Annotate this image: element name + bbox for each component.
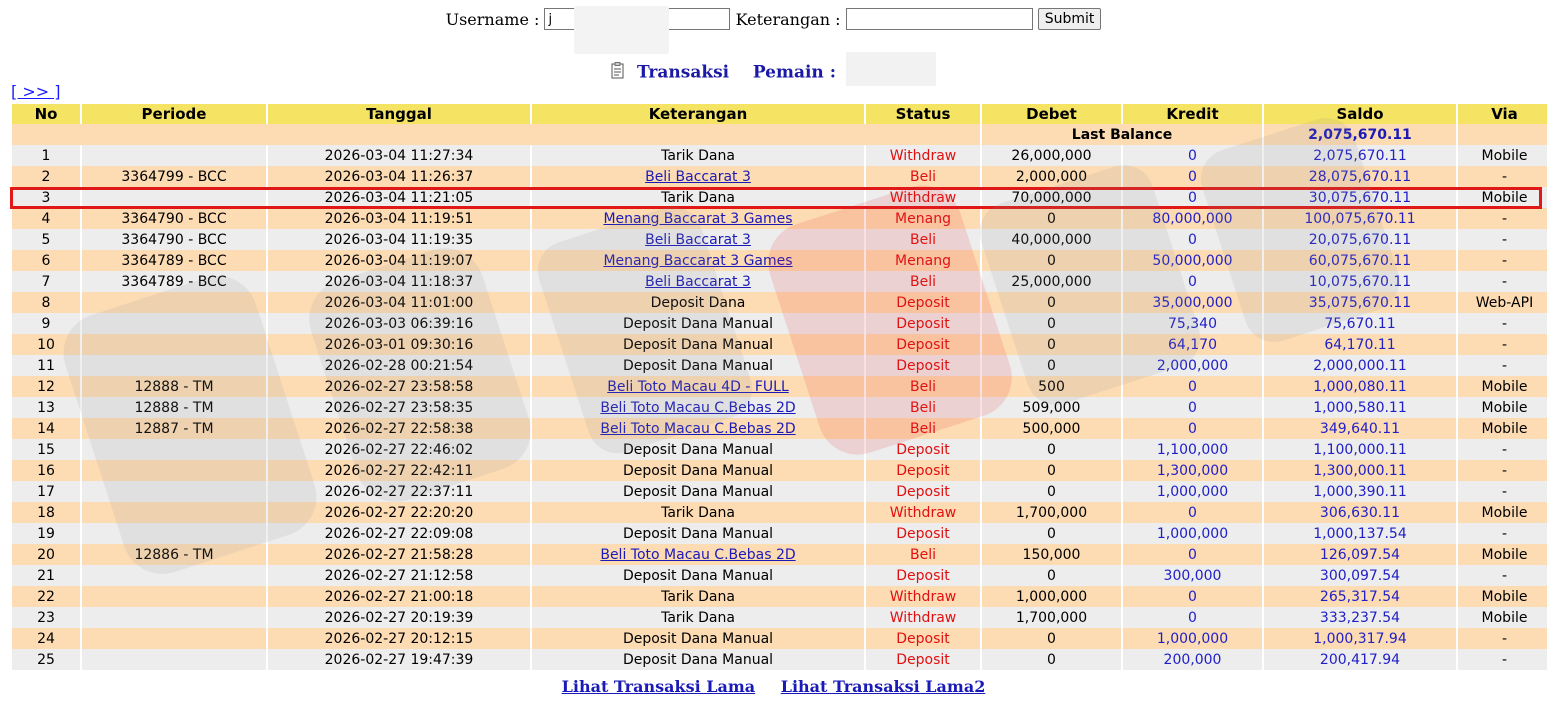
cell-via: - <box>1458 229 1547 250</box>
cell-no: 5 <box>12 229 80 250</box>
col-tanggal: Tanggal <box>268 104 530 124</box>
keterangan-link[interactable]: Beli Toto Macau C.Bebas 2D <box>600 546 796 563</box>
cell-periode <box>82 313 266 334</box>
cell-kredit: 1,000,000 <box>1123 628 1262 649</box>
table-row <box>12 418 1547 439</box>
cell-kredit: 0 <box>1123 376 1262 397</box>
cell-via: Mobile <box>1458 502 1547 523</box>
cell-keterangan: Deposit Dana Manual <box>532 628 864 649</box>
cell-keterangan: Deposit Dana Manual <box>532 355 864 376</box>
cell-status: Beli <box>866 271 980 292</box>
cell-no: 24 <box>12 628 80 649</box>
cell-saldo: 35,075,670.11 <box>1264 292 1456 313</box>
cell-saldo: 126,097.54 <box>1264 544 1456 565</box>
cell-status: Withdraw <box>866 187 980 208</box>
username-label: Username : <box>445 9 540 29</box>
cell-kredit: 2,000,000 <box>1123 355 1262 376</box>
cell-keterangan <box>532 271 864 292</box>
cell-saldo: 1,000,317.94 <box>1264 628 1456 649</box>
cell-no: 11 <box>12 355 80 376</box>
cell-kredit: 0 <box>1123 502 1262 523</box>
redacted-username-blur <box>574 6 669 54</box>
cell-debet: 40,000,000 <box>982 229 1121 250</box>
cell-status: Deposit <box>866 649 980 670</box>
cell-kredit: 0 <box>1123 544 1262 565</box>
cell-via: - <box>1458 208 1547 229</box>
cell-via: - <box>1458 250 1547 271</box>
table-row <box>12 208 1547 229</box>
cell-debet: 0 <box>982 460 1121 481</box>
keterangan-link[interactable]: Menang Baccarat 3 Games <box>603 210 793 227</box>
cell-keterangan: Deposit Dana Manual <box>532 313 864 334</box>
cell-keterangan: Deposit Dana <box>532 292 864 313</box>
cell-kredit: 64,170 <box>1123 334 1262 355</box>
cell-no: 25 <box>12 649 80 670</box>
cell-kredit: 1,100,000 <box>1123 439 1262 460</box>
cell-no: 22 <box>12 586 80 607</box>
cell-debet: 0 <box>982 481 1121 502</box>
table-row <box>12 523 1547 544</box>
cell-periode: 12888 - TM <box>82 376 266 397</box>
cell-tanggal: 2026-03-04 11:19:35 <box>268 229 530 250</box>
cell-periode <box>82 502 266 523</box>
cell-debet: 0 <box>982 313 1121 334</box>
cell-saldo: 28,075,670.11 <box>1264 166 1456 187</box>
cell-periode <box>82 145 266 166</box>
cell-debet: 1,700,000 <box>982 502 1121 523</box>
col-status: Status <box>866 104 980 124</box>
cell-kredit: 300,000 <box>1123 565 1262 586</box>
cell-debet: 0 <box>982 208 1121 229</box>
cell-debet: 0 <box>982 292 1121 313</box>
cell-kredit: 0 <box>1123 607 1262 628</box>
cell-status: Beli <box>866 376 980 397</box>
cell-debet: 150,000 <box>982 544 1121 565</box>
cell-debet: 0 <box>982 523 1121 544</box>
table-row <box>12 565 1547 586</box>
cell-periode <box>82 628 266 649</box>
col-periode: Periode <box>82 104 266 124</box>
col-kredit: Kredit <box>1123 104 1262 124</box>
cell-status: Menang <box>866 250 980 271</box>
cell-saldo: 2,075,670.11 <box>1264 145 1456 166</box>
cell-via: - <box>1458 460 1547 481</box>
cell-periode <box>82 334 266 355</box>
cell-via: - <box>1458 439 1547 460</box>
cell-debet: 1,700,000 <box>982 607 1121 628</box>
cell-keterangan: Deposit Dana Manual <box>532 460 864 481</box>
cell-saldo: 75,670.11 <box>1264 313 1456 334</box>
cell-periode <box>82 586 266 607</box>
cell-saldo: 265,317.54 <box>1264 586 1456 607</box>
cell-debet: 0 <box>982 334 1121 355</box>
cell-via: - <box>1458 271 1547 292</box>
table-row <box>12 502 1547 523</box>
search-form <box>0 8 1547 36</box>
cell-status: Beli <box>866 166 980 187</box>
cell-via: - <box>1458 649 1547 670</box>
cell-status: Menang <box>866 208 980 229</box>
cell-periode <box>82 649 266 670</box>
cell-saldo: 20,075,670.11 <box>1264 229 1456 250</box>
cell-status: Withdraw <box>866 586 980 607</box>
cell-saldo: 306,630.11 <box>1264 502 1456 523</box>
cell-kredit: 0 <box>1123 229 1262 250</box>
col-saldo: Saldo <box>1264 104 1456 124</box>
cell-tanggal: 2026-02-27 22:09:08 <box>268 523 530 544</box>
cell-saldo: 2,000,000.11 <box>1264 355 1456 376</box>
cell-debet: 2,000,000 <box>982 166 1121 187</box>
cell-periode <box>82 355 266 376</box>
cell-status: Deposit <box>866 292 980 313</box>
cell-debet: 0 <box>982 439 1121 460</box>
cell-no: 2 <box>12 166 80 187</box>
cell-via: - <box>1458 334 1547 355</box>
cell-no: 4 <box>12 208 80 229</box>
next-page-link[interactable]: [ >> ] <box>11 82 61 101</box>
cell-status: Withdraw <box>866 607 980 628</box>
cell-status: Beli <box>866 544 980 565</box>
document-icon <box>611 62 625 79</box>
cell-kredit: 1,000,000 <box>1123 523 1262 544</box>
cell-no: 7 <box>12 271 80 292</box>
keterangan-link[interactable]: Menang Baccarat 3 Games <box>603 252 793 269</box>
cell-saldo: 349,640.11 <box>1264 418 1456 439</box>
cell-keterangan: Deposit Dana Manual <box>532 565 864 586</box>
table-row <box>12 586 1547 607</box>
cell-keterangan: Tarik Dana <box>532 586 864 607</box>
cell-status: Deposit <box>866 334 980 355</box>
table-row <box>12 313 1547 334</box>
cell-tanggal: 2026-03-03 06:39:16 <box>268 313 530 334</box>
cell-no: 20 <box>12 544 80 565</box>
cell-periode: 3364790 - BCC <box>82 208 266 229</box>
cell-no: 17 <box>12 481 80 502</box>
cell-status: Deposit <box>866 565 980 586</box>
cell-kredit: 80,000,000 <box>1123 208 1262 229</box>
cell-tanggal: 2026-02-27 22:42:11 <box>268 460 530 481</box>
cell-via: - <box>1458 313 1547 334</box>
cell-periode <box>82 565 266 586</box>
table-row <box>12 166 1547 187</box>
cell-kredit: 50,000,000 <box>1123 250 1262 271</box>
table-row <box>12 607 1547 628</box>
col-keterangan: Keterangan <box>532 104 864 124</box>
cell-keterangan <box>532 229 864 250</box>
cell-keterangan <box>532 208 864 229</box>
cell-keterangan <box>532 544 864 565</box>
cell-status: Deposit <box>866 481 980 502</box>
cell-periode: 12886 - TM <box>82 544 266 565</box>
cell-no: 13 <box>12 397 80 418</box>
cell-periode <box>82 481 266 502</box>
cell-periode <box>82 187 266 208</box>
cell-keterangan <box>532 250 864 271</box>
cell-kredit: 0 <box>1123 166 1262 187</box>
cell-tanggal: 2026-03-04 11:21:05 <box>268 187 530 208</box>
cell-periode: 3364790 - BCC <box>82 229 266 250</box>
cell-via: - <box>1458 481 1547 502</box>
table-row <box>12 439 1547 460</box>
table-header-row <box>12 104 1547 124</box>
cell-tanggal: 2026-02-27 23:58:58 <box>268 376 530 397</box>
page-title <box>0 56 1547 90</box>
keterangan-link[interactable]: Beli Baccarat 3 <box>645 273 751 290</box>
cell-saldo: 60,075,670.11 <box>1264 250 1456 271</box>
redacted-pemain-blur <box>846 52 936 86</box>
cell-keterangan: Deposit Dana Manual <box>532 523 864 544</box>
cell-no: 8 <box>12 292 80 313</box>
cell-tanggal: 2026-02-27 22:46:02 <box>268 439 530 460</box>
cell-no: 3 <box>12 187 80 208</box>
cell-tanggal: 2026-02-27 22:20:20 <box>268 502 530 523</box>
cell-saldo: 333,237.54 <box>1264 607 1456 628</box>
cell-via: Mobile <box>1458 544 1547 565</box>
cell-periode <box>82 607 266 628</box>
cell-no: 1 <box>12 145 80 166</box>
lihat-transaksi-lama2-link[interactable]: Lihat Transaksi Lama2 <box>780 677 986 696</box>
cell-tanggal: 2026-02-27 21:12:58 <box>268 565 530 586</box>
keterangan-link[interactable]: Beli Toto Macau 4D - FULL <box>607 378 789 395</box>
cell-no: 16 <box>12 460 80 481</box>
cell-kredit: 0 <box>1123 271 1262 292</box>
last-balance-row <box>12 124 1547 145</box>
cell-tanggal: 2026-02-28 00:21:54 <box>268 355 530 376</box>
cell-periode <box>82 292 266 313</box>
cell-keterangan <box>532 166 864 187</box>
cell-no: 15 <box>12 439 80 460</box>
cell-saldo: 1,000,080.11 <box>1264 376 1456 397</box>
cell-saldo: 10,075,670.11 <box>1264 271 1456 292</box>
cell-keterangan: Deposit Dana Manual <box>532 481 864 502</box>
cell-no: 18 <box>12 502 80 523</box>
cell-debet: 0 <box>982 649 1121 670</box>
cell-periode: 3364799 - BCC <box>82 166 266 187</box>
table-row <box>12 250 1547 271</box>
cell-via: Web-API <box>1458 292 1547 313</box>
cell-saldo: 200,417.94 <box>1264 649 1456 670</box>
table-row <box>12 628 1547 649</box>
cell-via: - <box>1458 628 1547 649</box>
cell-kredit: 200,000 <box>1123 649 1262 670</box>
col-via: Via <box>1458 104 1547 124</box>
cell-tanggal: 2026-02-27 19:47:39 <box>268 649 530 670</box>
last-balance-value: 2,075,670.11 <box>1264 124 1456 145</box>
table-row <box>12 460 1547 481</box>
cell-status: Withdraw <box>866 502 980 523</box>
cell-kredit: 35,000,000 <box>1123 292 1262 313</box>
cell-tanggal: 2026-03-04 11:18:37 <box>268 271 530 292</box>
cell-via: - <box>1458 166 1547 187</box>
cell-saldo: 1,000,137.54 <box>1264 523 1456 544</box>
cell-status: Deposit <box>866 523 980 544</box>
cell-periode <box>82 439 266 460</box>
cell-status: Beli <box>866 418 980 439</box>
cell-keterangan: Deposit Dana Manual <box>532 649 864 670</box>
cell-status: Beli <box>866 397 980 418</box>
cell-periode <box>82 523 266 544</box>
cell-kredit: 75,340 <box>1123 313 1262 334</box>
cell-saldo: 1,000,580.11 <box>1264 397 1456 418</box>
table-row <box>12 544 1547 565</box>
last-balance-label: Last Balance <box>982 124 1262 145</box>
cell-via: Mobile <box>1458 187 1547 208</box>
cell-tanggal: 2026-02-27 23:58:35 <box>268 397 530 418</box>
cell-status: Deposit <box>866 460 980 481</box>
cell-debet: 500,000 <box>982 418 1121 439</box>
cell-keterangan <box>532 397 864 418</box>
table-row <box>12 481 1547 502</box>
cell-kredit: 1,300,000 <box>1123 460 1262 481</box>
cell-kredit: 0 <box>1123 187 1262 208</box>
cell-kredit: 0 <box>1123 586 1262 607</box>
cell-keterangan: Tarik Dana <box>532 607 864 628</box>
cell-periode: 3364789 - BCC <box>82 271 266 292</box>
cell-periode: 12887 - TM <box>82 418 266 439</box>
cell-status: Deposit <box>866 313 980 334</box>
cell-tanggal: 2026-02-27 21:00:18 <box>268 586 530 607</box>
cell-keterangan: Tarik Dana <box>532 187 864 208</box>
cell-debet: 25,000,000 <box>982 271 1121 292</box>
keterangan-link[interactable]: Beli Baccarat 3 <box>645 168 751 185</box>
cell-tanggal: 2026-03-01 09:30:16 <box>268 334 530 355</box>
keterangan-label: Keterangan : <box>735 9 841 29</box>
cell-no: 21 <box>12 565 80 586</box>
cell-no: 9 <box>12 313 80 334</box>
keterangan-link[interactable]: Beli Toto Macau C.Bebas 2D <box>600 420 796 437</box>
cell-saldo: 30,075,670.11 <box>1264 187 1456 208</box>
cell-via: Mobile <box>1458 607 1547 628</box>
cell-via: Mobile <box>1458 145 1547 166</box>
cell-no: 23 <box>12 607 80 628</box>
table-row <box>12 292 1547 313</box>
cell-kredit: 0 <box>1123 418 1262 439</box>
cell-debet: 1,000,000 <box>982 586 1121 607</box>
cell-keterangan: Tarik Dana <box>532 502 864 523</box>
cell-tanggal: 2026-03-04 11:19:51 <box>268 208 530 229</box>
cell-keterangan: Deposit Dana Manual <box>532 334 864 355</box>
cell-saldo: 1,100,000.11 <box>1264 439 1456 460</box>
cell-tanggal: 2026-02-27 20:12:15 <box>268 628 530 649</box>
table-row <box>12 271 1547 292</box>
table-row <box>12 649 1547 670</box>
cell-tanggal: 2026-03-04 11:19:07 <box>268 250 530 271</box>
transaction-table <box>10 104 1547 670</box>
cell-debet: 0 <box>982 628 1121 649</box>
cell-debet: 70,000,000 <box>982 187 1121 208</box>
cell-no: 19 <box>12 523 80 544</box>
submit-button[interactable]: Submit <box>1038 8 1102 30</box>
cell-via: Mobile <box>1458 397 1547 418</box>
table-row <box>12 145 1547 166</box>
cell-status: Deposit <box>866 628 980 649</box>
cell-via: - <box>1458 565 1547 586</box>
table-row <box>12 187 1547 208</box>
cell-tanggal: 2026-02-27 22:58:38 <box>268 418 530 439</box>
col-debet: Debet <box>982 104 1121 124</box>
cell-periode: 12888 - TM <box>82 397 266 418</box>
cell-debet: 500 <box>982 376 1121 397</box>
cell-status: Deposit <box>866 439 980 460</box>
cell-debet: 0 <box>982 355 1121 376</box>
cell-periode <box>82 460 266 481</box>
keterangan-link[interactable]: Beli Baccarat 3 <box>645 231 751 248</box>
cell-debet: 0 <box>982 565 1121 586</box>
table-row <box>12 376 1547 397</box>
cell-no: 12 <box>12 376 80 397</box>
cell-keterangan: Tarik Dana <box>532 145 864 166</box>
cell-no: 6 <box>12 250 80 271</box>
cell-saldo: 100,075,670.11 <box>1264 208 1456 229</box>
cell-keterangan: Deposit Dana Manual <box>532 439 864 460</box>
transaksi-title: Transaksi <box>637 62 730 83</box>
cell-debet: 26,000,000 <box>982 145 1121 166</box>
cell-via: Mobile <box>1458 586 1547 607</box>
footer-links <box>0 677 1547 696</box>
cell-saldo: 1,300,000.11 <box>1264 460 1456 481</box>
cell-tanggal: 2026-02-27 21:58:28 <box>268 544 530 565</box>
cell-keterangan <box>532 418 864 439</box>
cell-tanggal: 2026-03-04 11:26:37 <box>268 166 530 187</box>
cell-saldo: 1,000,390.11 <box>1264 481 1456 502</box>
cell-debet: 509,000 <box>982 397 1121 418</box>
cell-status: Beli <box>866 229 980 250</box>
cell-via: - <box>1458 523 1547 544</box>
cell-tanggal: 2026-03-04 11:01:00 <box>268 292 530 313</box>
cell-no: 14 <box>12 418 80 439</box>
cell-status: Deposit <box>866 355 980 376</box>
cell-no: 10 <box>12 334 80 355</box>
keterangan-input[interactable] <box>846 8 1033 30</box>
cell-debet: 0 <box>982 250 1121 271</box>
cell-keterangan <box>532 376 864 397</box>
col-no: No <box>12 104 80 124</box>
cell-tanggal: 2026-03-04 11:27:34 <box>268 145 530 166</box>
lihat-transaksi-lama-link[interactable]: Lihat Transaksi Lama <box>561 677 756 696</box>
table-row <box>12 334 1547 355</box>
table-row <box>12 229 1547 250</box>
pemain-label: Pemain : <box>752 62 836 83</box>
cell-via: Mobile <box>1458 376 1547 397</box>
table-row <box>12 355 1547 376</box>
cell-tanggal: 2026-02-27 20:19:39 <box>268 607 530 628</box>
keterangan-link[interactable]: Beli Toto Macau C.Bebas 2D <box>600 399 796 416</box>
cell-periode: 3364789 - BCC <box>82 250 266 271</box>
cell-via: - <box>1458 355 1547 376</box>
cell-status: Withdraw <box>866 145 980 166</box>
cell-kredit: 0 <box>1123 397 1262 418</box>
cell-saldo: 64,170.11 <box>1264 334 1456 355</box>
cell-via: Mobile <box>1458 418 1547 439</box>
cell-kredit: 0 <box>1123 145 1262 166</box>
table-row <box>12 397 1547 418</box>
cell-tanggal: 2026-02-27 22:37:11 <box>268 481 530 502</box>
cell-saldo: 300,097.54 <box>1264 565 1456 586</box>
cell-kredit: 1,000,000 <box>1123 481 1262 502</box>
